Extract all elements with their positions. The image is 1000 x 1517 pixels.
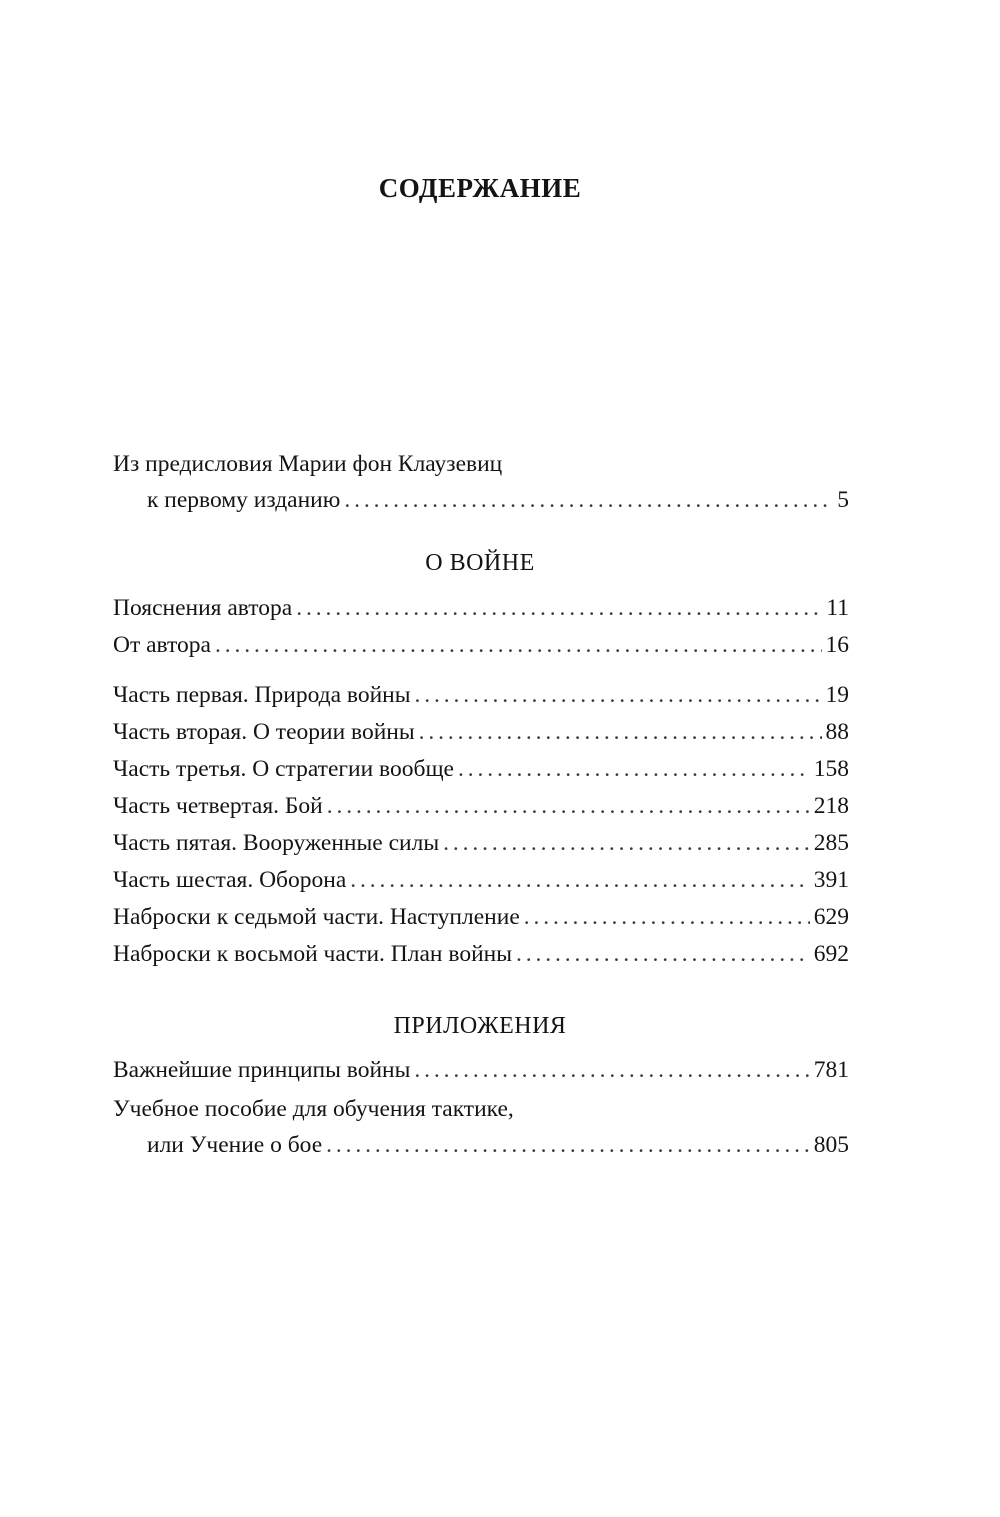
toc-entry[interactable] [113, 677, 849, 713]
dot-leader [344, 482, 831, 518]
toc-entry[interactable] [113, 899, 849, 935]
toc-page-number: 11 [826, 595, 849, 621]
toc-page-number: 391 [813, 867, 849, 893]
toc-entry-label: Наброски к восьмой части. План войны [113, 941, 513, 967]
toc-entry[interactable] [113, 788, 849, 824]
toc-entry-label: Часть пятая. Вооруженные силы [113, 830, 440, 856]
toc-entry-label-continued: или Учение о бое [147, 1132, 323, 1158]
toc-page-number: 88 [825, 719, 849, 745]
toc-entry-preface[interactable] [113, 446, 849, 518]
dot-leader [296, 590, 822, 626]
section-heading: ПРИЛОЖЕНИЯ [393, 1013, 567, 1039]
dot-leader [414, 1052, 809, 1088]
toc-entry[interactable] [113, 825, 849, 861]
toc-entry-label: Часть вторая. О теории войны [113, 719, 415, 745]
toc-entry[interactable] [113, 862, 849, 898]
toc-page-number: 285 [813, 830, 849, 856]
page-title: СОДЕРЖАНИЕ [378, 173, 582, 203]
toc-entry[interactable] [113, 936, 849, 972]
dot-leader [327, 788, 810, 824]
toc-entry-label: Пояснения автора [113, 595, 293, 621]
dot-leader [458, 751, 810, 787]
toc-page-number: 629 [813, 904, 849, 930]
toc-entry[interactable] [113, 714, 849, 750]
toc-page-number: 16 [825, 632, 849, 658]
dot-leader [350, 862, 809, 898]
toc-entry-label: Часть первая. Природа войны [113, 682, 411, 708]
toc-entry-label: Важнейшие принципы войны [113, 1057, 411, 1083]
dot-leader [215, 627, 822, 663]
dot-leader [419, 714, 822, 750]
toc-entry-label: Наброски к седьмой части. Наступление [113, 904, 520, 930]
toc-entry-label-continued: к первому изданию [147, 487, 341, 513]
toc-page-number: 781 [813, 1057, 849, 1083]
dot-leader [516, 936, 810, 972]
section-heading: О ВОЙНЕ [425, 550, 535, 576]
toc-page-number: 692 [813, 941, 849, 967]
dot-leader [415, 677, 822, 713]
toc-entry[interactable] [113, 590, 849, 626]
toc-entry-label: Часть четвертая. Бой [113, 793, 323, 819]
toc-page-number: 218 [813, 793, 849, 819]
toc-entry-label: Учебное пособие для обучения тактике, [113, 1096, 514, 1122]
toc-page-number: 158 [813, 756, 849, 782]
toc-entry-label: От автора [113, 632, 211, 658]
toc-page-number: 5 [837, 487, 849, 513]
toc-page-number: 19 [825, 682, 849, 708]
toc-entry[interactable] [113, 1052, 849, 1088]
toc-entry[interactable] [113, 1091, 849, 1163]
dot-leader [326, 1127, 810, 1163]
toc-entry[interactable] [113, 751, 849, 787]
dot-leader [443, 825, 810, 861]
toc-entry-label: Часть шестая. Оборона [113, 867, 347, 893]
toc-page-number: 805 [813, 1132, 849, 1158]
dot-leader [524, 899, 810, 935]
toc-entry[interactable] [113, 627, 849, 663]
toc-entry-label: Из предисловия Марии фон Клаузевиц [113, 451, 503, 477]
toc-entry-label: Часть третья. О стратегии вообще [113, 756, 454, 782]
